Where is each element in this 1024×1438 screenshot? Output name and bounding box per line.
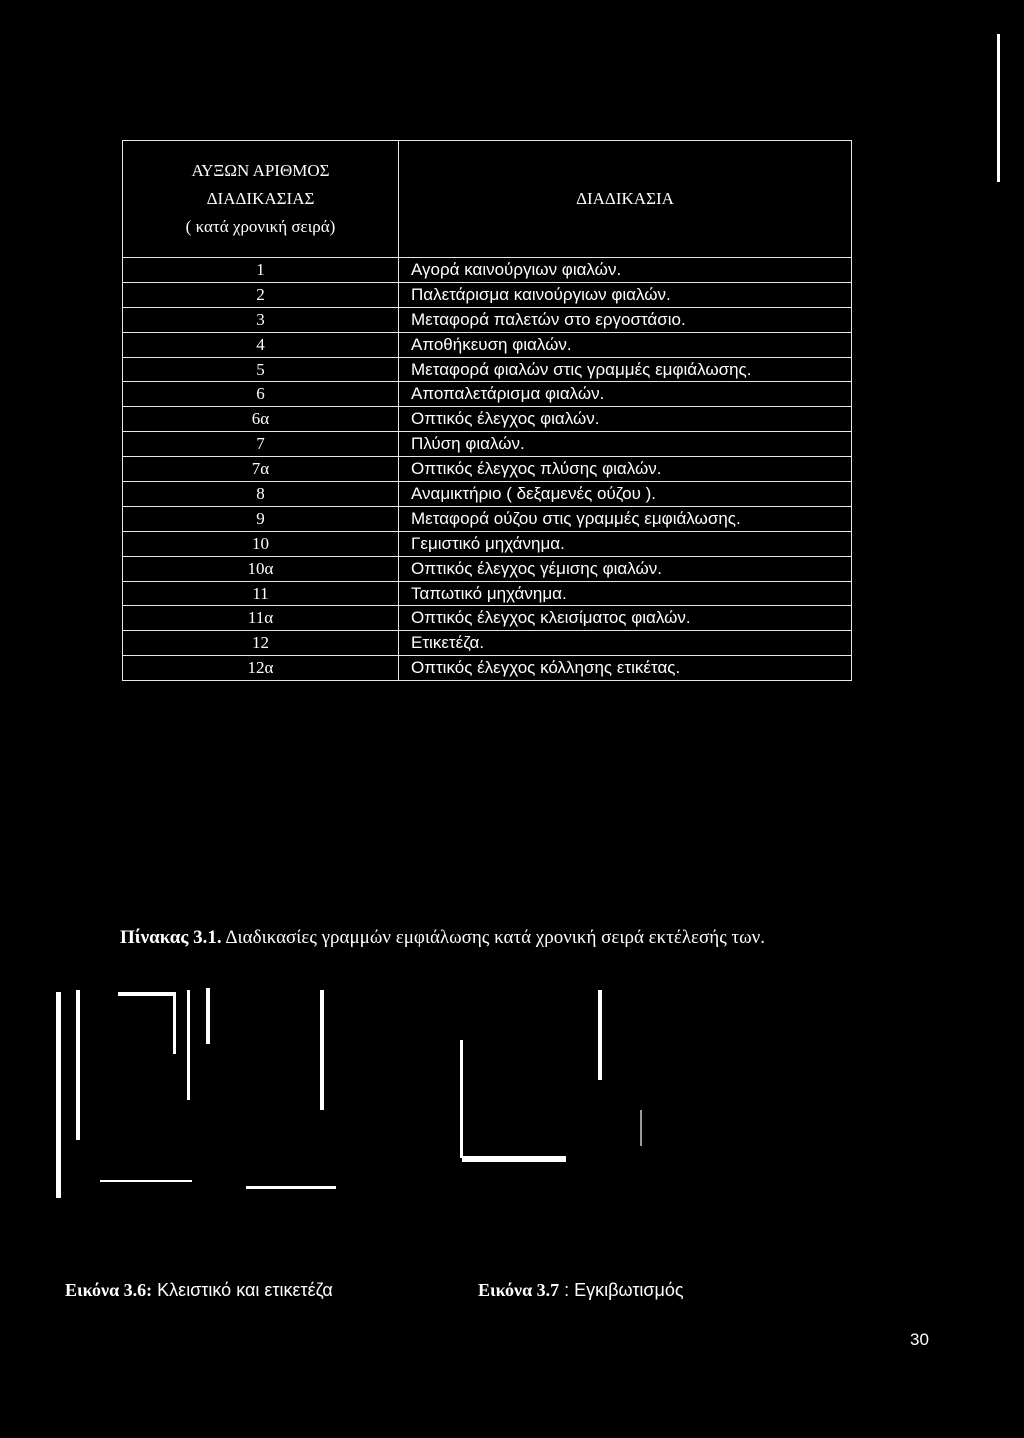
row-description: Παλετάρισμα καινούργιων φιαλών. <box>399 282 852 307</box>
table-row <box>123 382 852 407</box>
table-row <box>123 531 852 556</box>
row-number: 6 <box>123 382 399 407</box>
table-row <box>123 357 852 382</box>
row-description: Οπτικός έλεγχος κόλλησης ετικέτας. <box>399 656 852 681</box>
table-row <box>123 258 852 283</box>
row-number: 2 <box>123 282 399 307</box>
row-number: 8 <box>123 482 399 507</box>
row-description: Μεταφορά φιαλών στις γραμμές εμφιάλωσης. <box>399 357 852 382</box>
figure-caption-3-6: Εικόνα 3.6: Κλειστικό και ετικετέζα <box>65 1280 333 1300</box>
caption-label: Πίνακας 3.1. <box>120 927 222 948</box>
table-caption <box>120 927 880 949</box>
row-description: Αγορά καινούργιων φιαλών. <box>399 258 852 283</box>
row-description: Γεμιστικό μηχάνημα. <box>399 531 852 556</box>
row-description: Οπτικός έλεγχος κλεισίματος φιαλών. <box>399 606 852 631</box>
row-number: 7α <box>123 457 399 482</box>
row-number: 4 <box>123 332 399 357</box>
row-description: Οπτικός έλεγχος γέμισης φιαλών. <box>399 556 852 581</box>
scan-edge-line <box>997 34 1000 182</box>
row-number: 1 <box>123 258 399 283</box>
row-description: Μεταφορά ούζου στις γραμμές εμφιάλωσης. <box>399 506 852 531</box>
row-description: Αποπαλετάρισμα φιαλών. <box>399 382 852 407</box>
figure-caption-3-7: Εικόνα 3.7 : Εγκιβωτισμός <box>478 1280 684 1300</box>
row-number: 12 <box>123 631 399 656</box>
table-row <box>123 457 852 482</box>
procedures-table <box>122 140 852 681</box>
row-description: Οπτικός έλεγχος πλύσης φιαλών. <box>399 457 852 482</box>
table-row <box>123 581 852 606</box>
row-description: Μεταφορά παλετών στο εργοστάσιο. <box>399 307 852 332</box>
row-number: 3 <box>123 307 399 332</box>
table-row <box>123 606 852 631</box>
table-row <box>123 432 852 457</box>
table-row <box>123 332 852 357</box>
row-description: Οπτικός έλεγχος φιαλών. <box>399 407 852 432</box>
row-number: 11 <box>123 581 399 606</box>
page-number: 30 <box>910 1330 929 1349</box>
header-procedure: ΔΙΑΔΙΚΑΣΙΑ <box>399 141 852 258</box>
row-number: 9 <box>123 506 399 531</box>
table-row <box>123 556 852 581</box>
row-description: Ταπωτικό μηχάνημα. <box>399 581 852 606</box>
row-number: 12α <box>123 656 399 681</box>
table-row <box>123 506 852 531</box>
row-number: 10 <box>123 531 399 556</box>
row-number: 5 <box>123 357 399 382</box>
row-number: 11α <box>123 606 399 631</box>
table-header-row <box>123 141 852 258</box>
table-row <box>123 482 852 507</box>
caption-text: Διαδικασίες γραμμών εμφιάλωσης κατά χρονική σειρά εκτέλεσής των. <box>221 927 765 948</box>
row-description: Πλύση φιαλών. <box>399 432 852 457</box>
table-row <box>123 407 852 432</box>
table-row <box>123 282 852 307</box>
row-description: Αποθήκευση φιαλών. <box>399 332 852 357</box>
row-description: Ετικετέζα. <box>399 631 852 656</box>
row-number: 10α <box>123 556 399 581</box>
table-row <box>123 656 852 681</box>
row-number: 7 <box>123 432 399 457</box>
row-number: 6α <box>123 407 399 432</box>
table-row <box>123 631 852 656</box>
table-row <box>123 307 852 332</box>
header-sequence-number: ΑΥΞΩΝ ΑΡΙΘΜΟΣ ΔΙΑΔΙΚΑΣΙΑΣ ( κατά χρονική σειρά) <box>123 141 399 258</box>
row-description: Αναμικτήριο ( δεξαμενές ούζου ). <box>399 482 852 507</box>
